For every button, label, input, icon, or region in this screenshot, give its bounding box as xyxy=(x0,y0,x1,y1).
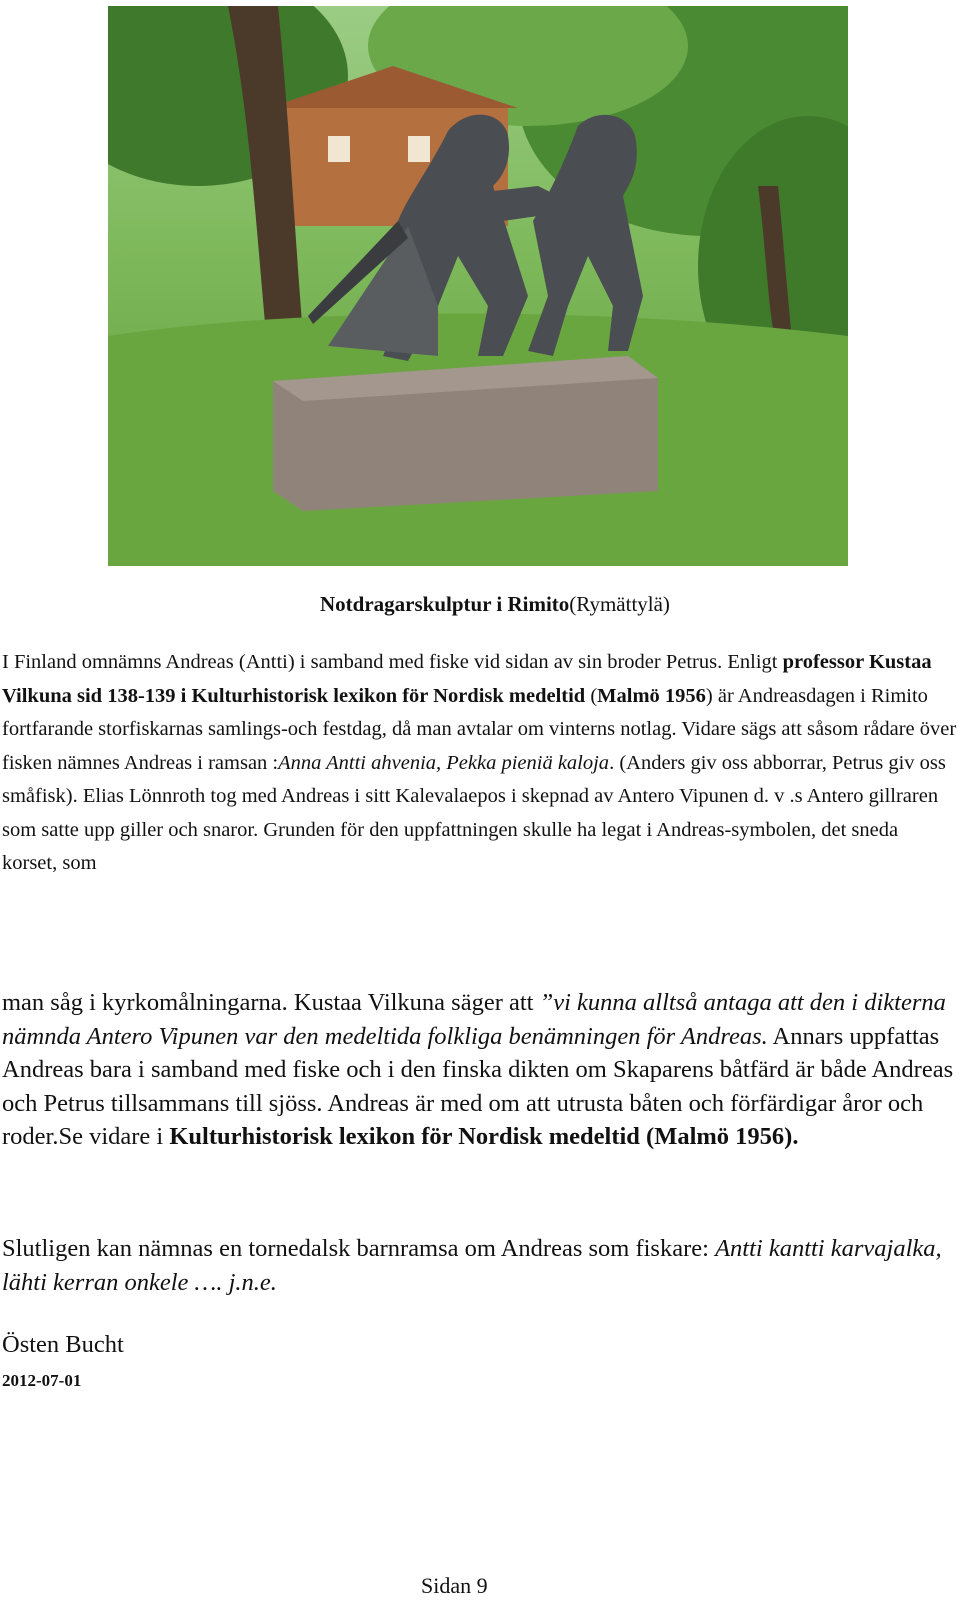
para1-italic-1: Anna Antti ahvenia, Pekka pieniä kaloja xyxy=(278,751,610,774)
para2-italic-1: ”vi kunna alltså antaga att den i dikterna nämnda Antero Vipunen var den medeltida folkliga benämningen för Andreas. xyxy=(2,989,946,1050)
para2-text-1: man såg i kyrkomålningarna. Kustaa Vilkuna säger att xyxy=(2,989,540,1016)
para1-text-4: . (Anders giv oss abborrar, Petrus giv oss småfisk). Elias Lönnroth tog med Andreas i sitt Kalevalaepos i skepnad av Antero Vipunen d. v .s Antero gillraren som satte upp giller och snaror. Grunden för den uppfattningen skulle ha legat i Andreas-symbolen, det sneda korset, som xyxy=(2,751,946,874)
para1-bold-2: Malmö 1956 xyxy=(597,684,706,707)
para1-text-1: I Finland omnämns Andreas (Antti) i samband med fiske vid sidan av sin broder Petrus. Enligt xyxy=(2,651,783,673)
date: 2012-07-01 xyxy=(2,1371,82,1390)
paragraph-3 xyxy=(2,1232,957,1299)
caption-rest: (Rymättylä) xyxy=(569,592,670,616)
author: Östen Bucht xyxy=(2,1331,124,1358)
photo-caption xyxy=(320,592,670,617)
page-number: Sidan 9 xyxy=(421,1573,488,1598)
para1-text-3: ) är Andreasdagen i Rimito fortfarande storfiskarnas samlings-och festdag, då man avtalar om vinterns notlag. Vidare sägs att såsom rådare över fisken nämnes Andreas i ramsan : xyxy=(2,684,957,774)
para2-text-2: Annars uppfattas Andreas bara i samband med fiske och i den finska dikten om Skaparens båtfärd är både Andreas och Petrus tillsammans till sjöss. Andreas är med om att utrusta båten och förfärdigar åror och roder.Se vidare i xyxy=(2,1022,954,1150)
para3-text-1: Slutligen kan nämnas en tornedalsk barnramsa om Andreas som fiskare: xyxy=(2,1235,716,1262)
para3-italic-1: Antti kantti karvajalka, lähti kerran onkele …. j.n.e. xyxy=(2,1235,942,1296)
para1-bold-1: professor Kustaa Vilkuna sid 138-139 i Kulturhistorisk lexikon för Nordisk medeltid xyxy=(2,651,932,707)
paragraph-2 xyxy=(2,986,957,1154)
sculpture-photo xyxy=(108,6,848,566)
sculpture-photo-drawing xyxy=(108,6,848,566)
para2-bold-1: Kulturhistorisk lexikon för Nordisk medeltid (Malmö 1956). xyxy=(169,1123,799,1150)
para1-text-2: ( xyxy=(585,684,598,707)
caption-bold: Notdragarskulptur i Rimito xyxy=(320,592,570,616)
paragraph-1 xyxy=(2,646,957,881)
